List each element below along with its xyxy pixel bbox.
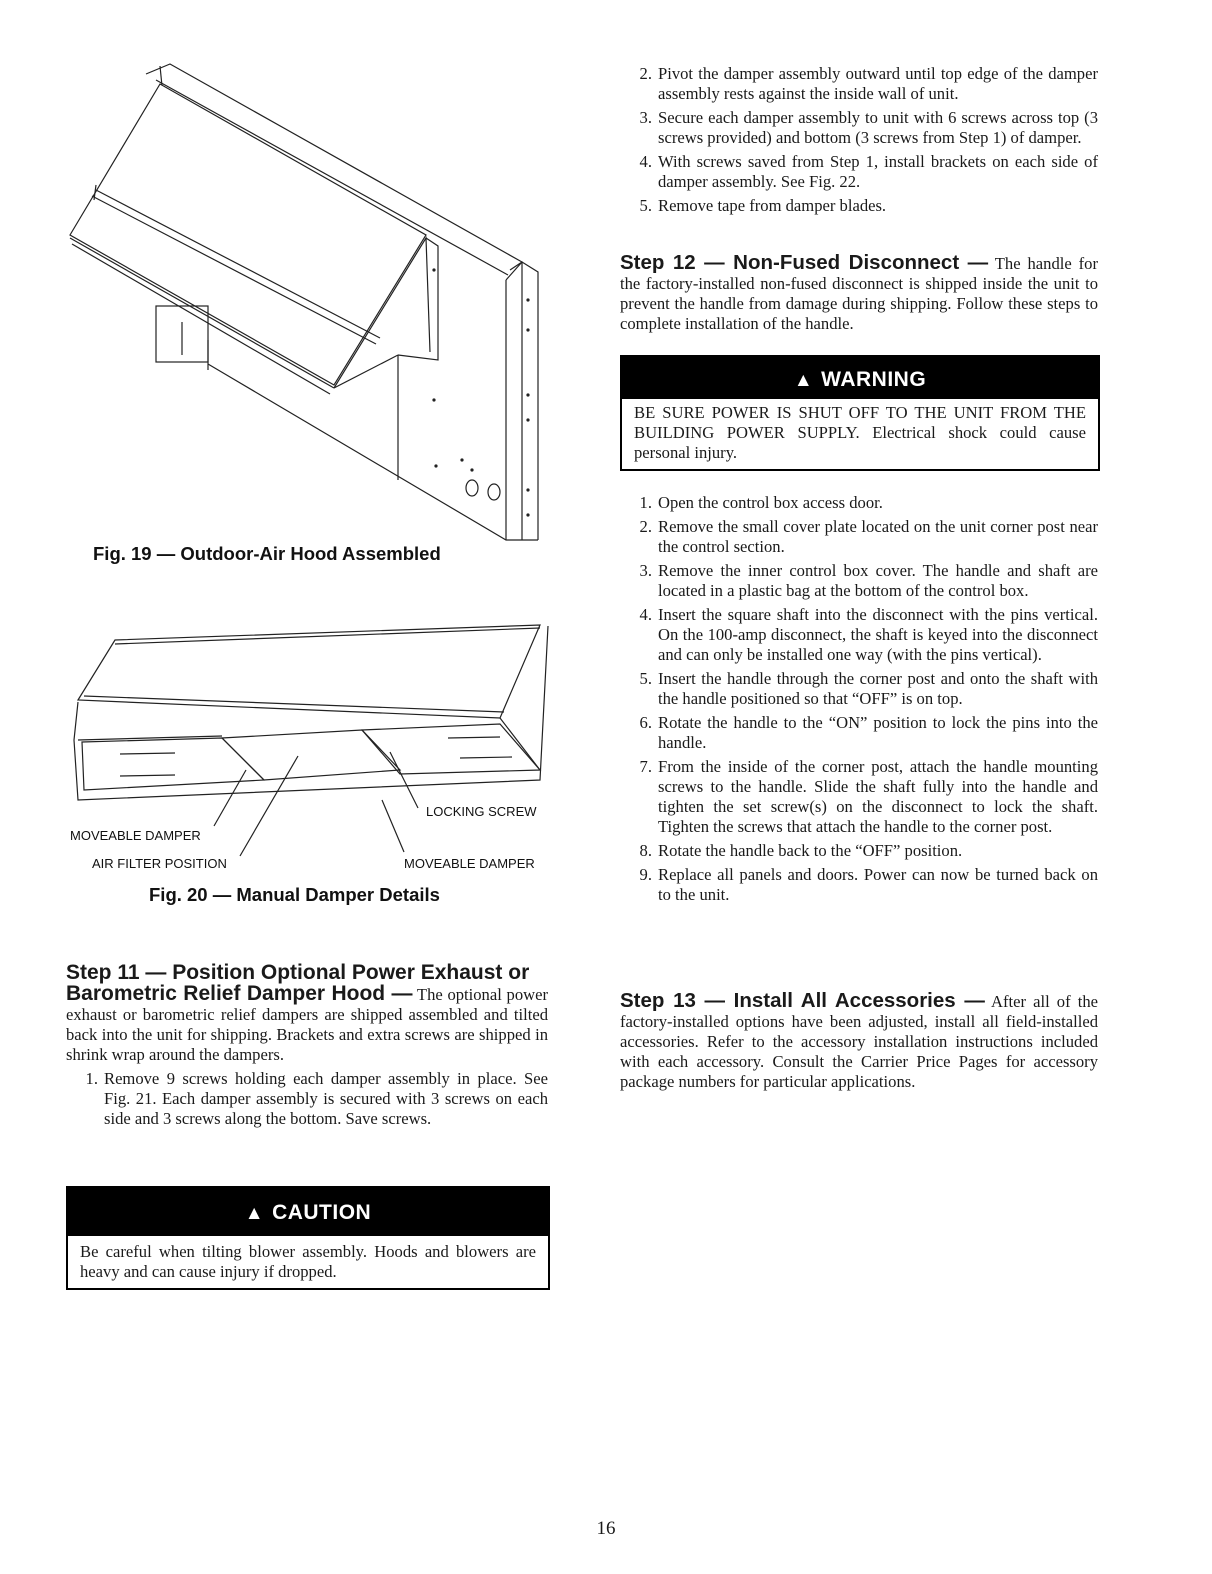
list-item-text: Remove tape from damper blades. — [658, 196, 887, 215]
list-item — [620, 757, 1098, 837]
warning-triangle-icon: ▲ — [793, 370, 814, 391]
list-item — [620, 561, 1098, 601]
list-item-number: 3. — [639, 561, 652, 580]
callout-moveable-damper-left: MOVEABLE DAMPER — [70, 828, 201, 843]
list-item — [620, 841, 1098, 861]
list-item-text: Insert the handle through the corner post and onto the shaft with the handle positioned so that “OFF” is on top. — [658, 669, 1098, 708]
callout-moveable-damper-right: MOVEABLE DAMPER — [404, 856, 535, 871]
list-item-number: 9. — [639, 865, 652, 884]
list-item — [620, 713, 1098, 753]
step11-heading-line2: Barometric Relief Damper Hood — — [66, 982, 413, 1005]
step12-list — [620, 493, 1098, 905]
list-item — [620, 865, 1098, 905]
list-item-text: Rotate the handle to the “ON” position to lock the pins into the handle. — [658, 713, 1098, 752]
list-item-number: 4. — [639, 152, 652, 171]
list-item-number: 2. — [639, 517, 652, 536]
list-item — [620, 64, 1098, 104]
caution-title: CAUTION — [272, 1201, 372, 1224]
caution-text: Be careful when tilting blower assembly. Hoods and blowers are heavy and can cause injury if dropped. — [80, 1242, 536, 1281]
step11-section — [66, 961, 548, 1133]
callout-locking-screw: LOCKING SCREW — [426, 804, 537, 819]
warning-title: WARNING — [821, 368, 927, 391]
step12-intro — [620, 253, 1098, 334]
list-item-number: 3. — [639, 108, 652, 127]
warning-triangle-icon: ▲ — [244, 1203, 265, 1224]
list-item-text: Secure each damper assembly to unit with 6 screws across top (3 screws provided) and bottom (3 screws from Step 1) of damper. — [658, 108, 1098, 147]
step12-intro-text: The handle for the factory-installed non-fused disconnect is shipped inside the unit to prevent the handle from damage during shipping. Follow these steps to complete installation of the handle. — [620, 254, 1098, 333]
step13-heading: Step 13 — Install All Accessories — — [620, 989, 985, 1012]
list-item-number: 4. — [639, 605, 652, 624]
callout-air-filter-position: AIR FILTER POSITION — [92, 856, 227, 871]
fig20-caption: Fig. 20 — Manual Damper Details — [149, 884, 440, 905]
list-item — [620, 493, 1098, 513]
list-item — [620, 152, 1098, 192]
list-item-number: 8. — [639, 841, 652, 860]
step11-heading-line1: Step 11 — Position Optional Power Exhaust or — [66, 961, 530, 984]
page-number: 16 — [596, 1518, 616, 1539]
list-item-number: 1. — [639, 493, 652, 512]
list-item-text: Pivot the damper assembly outward until top edge of the damper assembly rests against the inside wall of unit. — [658, 64, 1098, 103]
list-item-number: 5. — [639, 669, 652, 688]
list-item-text: With screws saved from Step 1, install brackets on each side of damper assembly. See Fig. 22. — [658, 152, 1098, 191]
step13-intro-text: After all of the factory-installed options have been adjusted, install all field-installed accessories. Refer to the accessory installation instructions included with each accessory. Consult the Carrier Price Pages for accessory package numbers for particular applications. — [620, 992, 1098, 1091]
list-item-text: Remove the inner control box cover. The handle and shaft are located in a plastic bag at the bottom of the control box. — [658, 561, 1098, 600]
list-item — [620, 669, 1098, 709]
list-item — [620, 108, 1098, 148]
step12-list-wrap — [620, 493, 1098, 909]
list-item-text: Replace all panels and doors. Power can now be turned back on to the unit. — [658, 865, 1098, 904]
caution-box — [66, 1186, 550, 1290]
list-item-text: Remove the small cover plate located on the unit corner post near the control section. — [658, 517, 1098, 556]
list-item — [66, 1069, 548, 1129]
warning-title-bar — [622, 357, 1098, 399]
list-item-number: 1. — [85, 1069, 98, 1088]
warning-text: BE SURE POWER IS SHUT OFF TO THE UNIT FROM THE BUILDING POWER SUPPLY. Electrical shock could cause personal injury. — [634, 403, 1086, 462]
list-item-text: From the inside of the corner post, attach the handle mounting screws to the handle. Slide the shaft fully into the handle and tighten the set screw(s) on the disconnect to lock the shaft. Tighten the screws that attach the handle to the corner post. — [658, 757, 1098, 836]
caution-title-bar — [68, 1188, 548, 1236]
list-item-number: 6. — [639, 713, 652, 732]
list-item-text: Insert the square shaft into the disconnect with the pins vertical. On the 100-amp disconnect, the shaft is keyed into the disconnect and can only be installed one way (with the pins vertical). — [658, 605, 1098, 664]
step11-list — [66, 1069, 548, 1129]
warning-box — [620, 355, 1100, 471]
list-item — [620, 517, 1098, 557]
list-item-number: 5. — [639, 196, 652, 215]
right-column — [620, 64, 1098, 220]
list-item-text: Rotate the handle back to the “OFF” position. — [658, 841, 963, 860]
step11-continued-list — [620, 64, 1098, 216]
list-item — [620, 605, 1098, 665]
step11-intro — [66, 984, 548, 1065]
list-item-text: Open the control box access door. — [658, 493, 883, 512]
fig19-caption: Fig. 19 — Outdoor-Air Hood Assembled — [93, 543, 441, 564]
list-item-text: Remove 9 screws holding each damper assembly in place. See Fig. 21. Each damper assembly is secured with 3 screws on each side and 3 screws along the bottom. Save screws. — [104, 1069, 548, 1128]
step13-section — [620, 991, 1098, 1092]
list-item-number: 2. — [639, 64, 652, 83]
step11-intro-text: The optional power exhaust or barometric relief dampers are shipped assembled and tilted back into the unit for shipping. Brackets and extra screws are shipped in shrink wrap around the dampers. — [66, 985, 549, 1064]
step12-heading: Step 12 — Non-Fused Disconnect — — [620, 251, 989, 274]
list-item — [620, 196, 1098, 216]
list-item-number: 7. — [639, 757, 652, 776]
